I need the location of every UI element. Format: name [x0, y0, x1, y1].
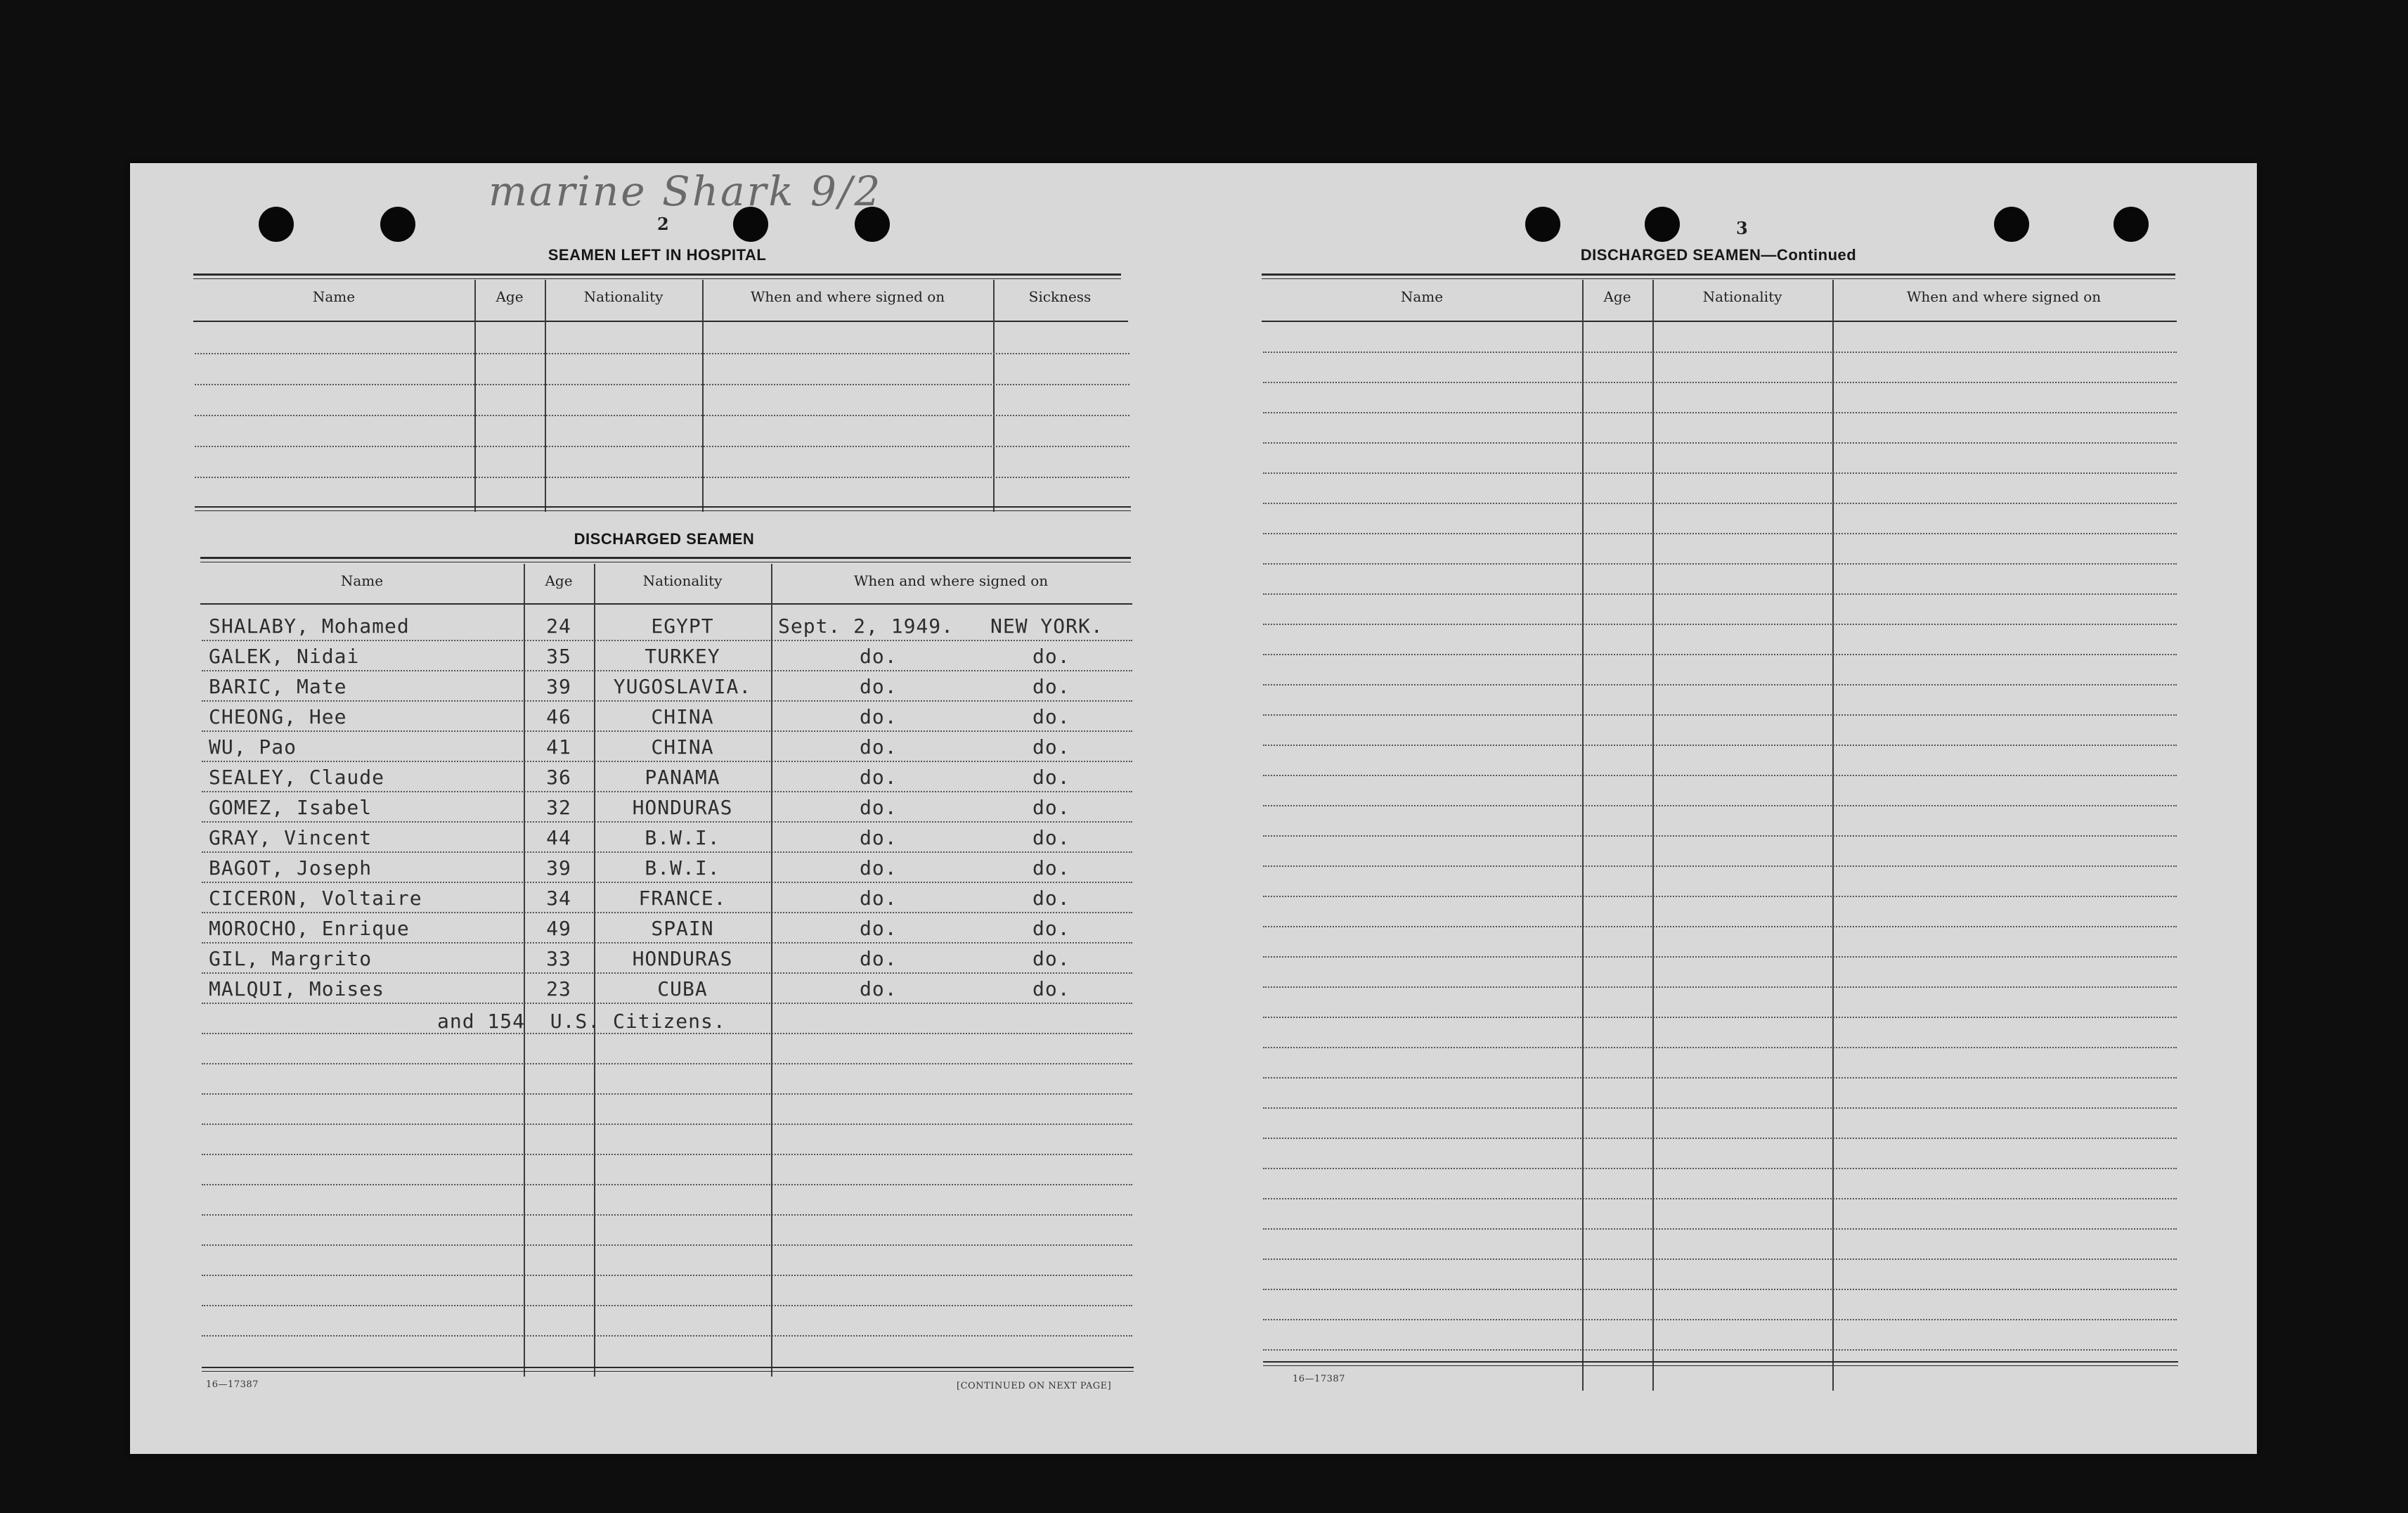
table-row-line [195, 353, 1129, 354]
handwritten-note: marine Shark 9/2 [488, 167, 883, 215]
seaman-nationality: B.W.I. [645, 826, 720, 849]
table-row-line [1263, 926, 2177, 927]
left-page-number: 2 [657, 214, 669, 234]
table-row-line [1263, 412, 2177, 413]
table-row-line [202, 972, 1132, 974]
seaman-age: 44 [546, 826, 571, 849]
table-row-line [1263, 896, 2177, 897]
signed-on-date: do. [860, 887, 898, 910]
table-row-line [1263, 865, 2177, 867]
signed-on-place: do. [1033, 766, 1070, 789]
table-row-line [202, 942, 1132, 944]
signed-on-place: do. [1033, 826, 1070, 849]
table-row-line [202, 1335, 1132, 1337]
table-row-line [202, 851, 1132, 853]
seaman-nationality: CHINA [651, 735, 714, 759]
signed-on-date: Sept. 2, 1949. [778, 614, 954, 638]
seaman-name: SHALABY, Mohamed [209, 614, 410, 638]
table-row-line [1263, 352, 2177, 353]
seaman-age: 39 [546, 675, 571, 698]
right-col-nationality: Nationality [1702, 288, 1782, 305]
table-row-line [1263, 835, 2177, 837]
table-row-line [202, 912, 1132, 913]
signed-on-date: do. [860, 977, 898, 1000]
signed-on-date: do. [860, 735, 898, 759]
seaman-nationality: SPAIN [651, 917, 714, 940]
seaman-age: 34 [546, 887, 571, 910]
right-col-name: Name [1400, 288, 1444, 305]
table-row-line [202, 1275, 1132, 1276]
table-row-line [202, 821, 1132, 823]
seaman-nationality: B.W.I. [645, 856, 720, 880]
table-row-line [202, 1003, 1132, 1004]
table-row-line [1263, 654, 2177, 655]
table-row-line [202, 1063, 1132, 1064]
right-section-title: DISCHARGED SEAMEN—Continued [1580, 246, 1857, 264]
table-row-line [1263, 1138, 2177, 1139]
right-col-age: Age [1603, 288, 1631, 305]
punch-hole [1525, 207, 1560, 242]
seaman-nationality: FRANCE. [638, 887, 727, 910]
seaman-name: GOMEZ, Isabel [209, 796, 373, 819]
continued-note: [CONTINUED ON NEXT PAGE] [957, 1381, 1112, 1391]
hospital-section-title: SEAMEN LEFT IN HOSPITAL [548, 246, 767, 264]
table-row-line [1263, 1047, 2177, 1048]
seaman-age: 46 [546, 705, 571, 728]
hospital-col-nationality: Nationality [583, 288, 664, 305]
table-row-line [1263, 1258, 2177, 1260]
seaman-age: 33 [546, 947, 571, 970]
signed-on-place: do. [1033, 796, 1070, 819]
right-col-when-where: When and where signed on [1906, 288, 2102, 305]
table-row-line [202, 700, 1132, 702]
table-row-line [1263, 533, 2177, 534]
table-row-line [202, 882, 1132, 883]
table-row-line [1263, 1228, 2177, 1230]
seaman-age: 24 [546, 614, 571, 638]
seaman-nationality: HONDURAS [632, 947, 733, 970]
table-row-line [1263, 775, 2177, 776]
citizens-summary: and 154 U.S. Citizens. [437, 1010, 726, 1033]
signed-on-place: do. [1033, 887, 1070, 910]
seaman-nationality: EGYPT [651, 614, 714, 638]
seaman-age: 32 [546, 796, 571, 819]
signed-on-place: do. [1033, 977, 1070, 1000]
signed-on-place: do. [1033, 705, 1070, 728]
seaman-nationality: PANAMA [645, 766, 720, 789]
seaman-age: 23 [546, 977, 571, 1000]
discharged-col-name: Name [340, 572, 384, 589]
hospital-top-rule [193, 273, 1121, 276]
table-row-line [1263, 1107, 2177, 1109]
signed-on-place: do. [1033, 947, 1070, 970]
table-row-line [1263, 1319, 2177, 1320]
right-page-number: 3 [1736, 218, 1748, 238]
seaman-nationality: CHINA [651, 705, 714, 728]
table-row-line [1263, 1198, 2177, 1199]
seaman-nationality: YUGOSLAVIA. [613, 675, 752, 698]
table-row-line [202, 1244, 1132, 1246]
table-row-line [1263, 1289, 2177, 1290]
signed-on-place: do. [1033, 917, 1070, 940]
table-row-line [202, 640, 1132, 641]
seaman-name: CICERON, Voltaire [209, 887, 422, 910]
document-sheet [130, 163, 2257, 1454]
table-row-line [1263, 1168, 2177, 1169]
table-row-line [202, 1093, 1132, 1095]
discharged-col-nationality: Nationality [642, 572, 723, 589]
table-row-line [202, 730, 1132, 732]
table-row-line [1263, 1017, 2177, 1018]
discharged-col-when-where: When and where signed on [853, 572, 1049, 589]
punch-hole [1645, 207, 1680, 242]
table-row-line [202, 1184, 1132, 1185]
seaman-name: GRAY, Vincent [209, 826, 373, 849]
seaman-nationality: TURKEY [645, 645, 720, 668]
seaman-nationality: HONDURAS [632, 796, 733, 819]
signed-on-place: do. [1033, 675, 1070, 698]
table-row-line [202, 1124, 1132, 1125]
discharged-col-age: Age [545, 572, 573, 589]
table-row-line [1263, 624, 2177, 625]
table-row-line [1263, 745, 2177, 746]
signed-on-date: do. [860, 766, 898, 789]
table-row-line [1263, 684, 2177, 685]
table-row-line [202, 761, 1132, 762]
left-form-number: 16—17387 [206, 1379, 259, 1390]
seaman-age: 49 [546, 917, 571, 940]
table-row-line [202, 791, 1132, 792]
table-row-line [1263, 442, 2177, 444]
punch-hole [1994, 207, 2029, 242]
seaman-nationality: CUBA [657, 977, 708, 1000]
seaman-age: 36 [546, 766, 571, 789]
table-row-line [1263, 563, 2177, 565]
table-row-line [1263, 1349, 2177, 1351]
seaman-age: 41 [546, 735, 571, 759]
seaman-name: MALQUI, Moises [209, 977, 385, 1000]
signed-on-date: do. [860, 675, 898, 698]
table-row-line [202, 670, 1132, 671]
hospital-col-name: Name [312, 288, 356, 305]
discharged-section-title: DISCHARGED SEAMEN [574, 530, 755, 548]
seaman-name: BARIC, Mate [209, 675, 347, 698]
hospital-col-when-where: When and where signed on [750, 288, 945, 305]
table-row-line [1263, 382, 2177, 383]
seaman-age: 35 [546, 645, 571, 668]
seaman-name: BAGOT, Joseph [209, 856, 373, 880]
seaman-name: GALEK, Nidai [209, 645, 360, 668]
table-row-line [1263, 593, 2177, 595]
table-row-line [1263, 805, 2177, 806]
hospital-col-age: Age [496, 288, 524, 305]
table-row-line [1263, 503, 2177, 504]
table-row-line [195, 415, 1129, 416]
table-row-line [195, 446, 1129, 447]
signed-on-date: do. [860, 826, 898, 849]
signed-on-place: do. [1033, 645, 1070, 668]
table-row-line [195, 477, 1129, 478]
signed-on-date: do. [860, 796, 898, 819]
signed-on-date: do. [860, 645, 898, 668]
hospital-col-sickness: Sickness [1028, 288, 1092, 305]
signed-on-date: do. [860, 917, 898, 940]
table-row-line [1263, 956, 2177, 958]
seaman-age: 39 [546, 856, 571, 880]
right-form-number: 16—17387 [1293, 1374, 1345, 1384]
table-row-line [1263, 472, 2177, 474]
table-row-line [1263, 714, 2177, 716]
signed-on-place: do. [1033, 856, 1070, 880]
signed-on-place: NEW YORK. [990, 614, 1103, 638]
signed-on-place: do. [1033, 735, 1070, 759]
seaman-name: CHEONG, Hee [209, 705, 347, 728]
seaman-name: WU, Pao [209, 735, 297, 759]
table-row-line [1263, 1077, 2177, 1079]
table-row-line [202, 1214, 1132, 1216]
signed-on-date: do. [860, 947, 898, 970]
signed-on-date: do. [860, 856, 898, 880]
punch-hole [2114, 207, 2149, 242]
seaman-name: MOROCHO, Enrique [209, 917, 410, 940]
table-row-line [202, 1305, 1132, 1306]
signed-on-date: do. [860, 705, 898, 728]
table-row-line [1263, 986, 2177, 988]
punch-hole [380, 207, 415, 242]
seaman-name: SEALEY, Claude [209, 766, 385, 789]
table-row-line [202, 1154, 1132, 1155]
seaman-name: GIL, Margrito [209, 947, 373, 970]
table-row-line [195, 384, 1129, 385]
punch-hole [259, 207, 294, 242]
table-row-line [202, 1033, 1132, 1034]
